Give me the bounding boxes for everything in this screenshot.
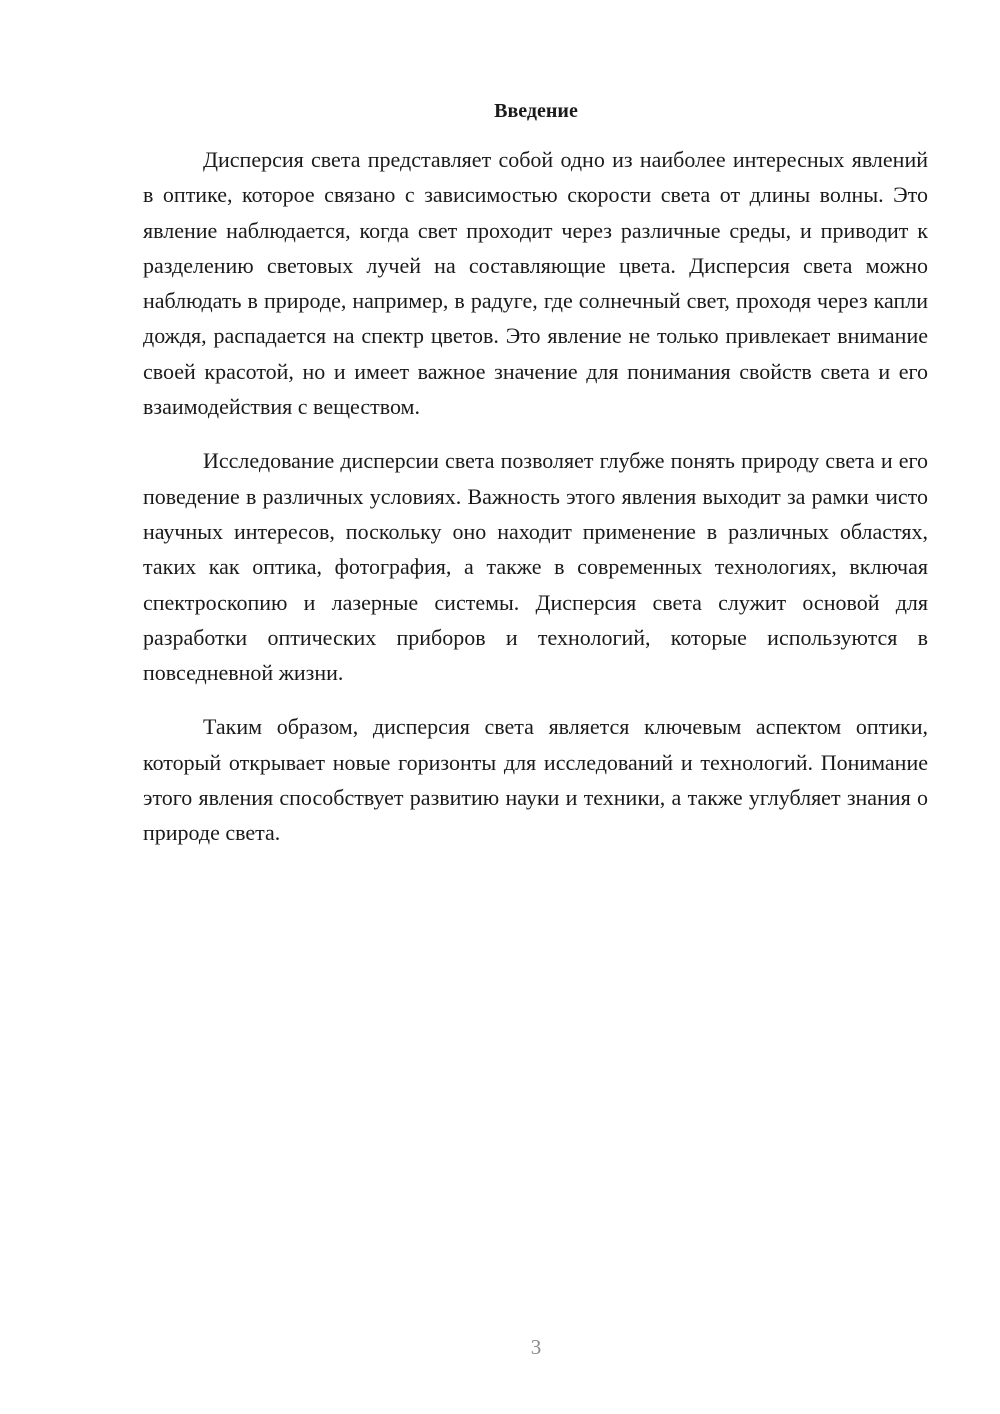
section-title: Введение [494, 100, 578, 122]
paragraph-3: Таким образом, дисперсия света является ключевым аспектом оптики, который открывает новые горизонты для исследований и технологий. Понимание этого явления способствует развитию науки и техники, а также углубляет знания о природе света. [143, 714, 928, 846]
paragraph-2: Исследование дисперсии света позволяет глубже понять природу света и его поведение в различных условиях. Важность этого явления выходит за рамки чисто научных интересов, поскольку оно находит применение в различных областях, таких как оптика, фотография, а также в современных технологиях, включая спектроскопию и лазерные системы. Дисперсия света служит основой для разработки оптических приборов и технологий, которые используются в повседневной жизни. [143, 448, 928, 686]
paragraph-1: Дисперсия света представляет собой одно из наиболее интересных явлений в оптике, которое связано с зависимостью скорости света от длины волны. Это явление наблюдается, когда свет проходит через различные среды, и приводит к разделению световых лучей на составляющие цвета. Дисперсия света можно наблюдать в природе, например, в радуге, где солнечный свет, проходя через капли дождя, распадается на спектр цветов. Это явление не только привлекает внимание своей красотой, но и имеет важное значение для понимания свойств света и его взаимодействия с веществом. [143, 147, 928, 420]
page-number: 3 [530, 1335, 542, 1359]
body-text [143, 142, 928, 870]
